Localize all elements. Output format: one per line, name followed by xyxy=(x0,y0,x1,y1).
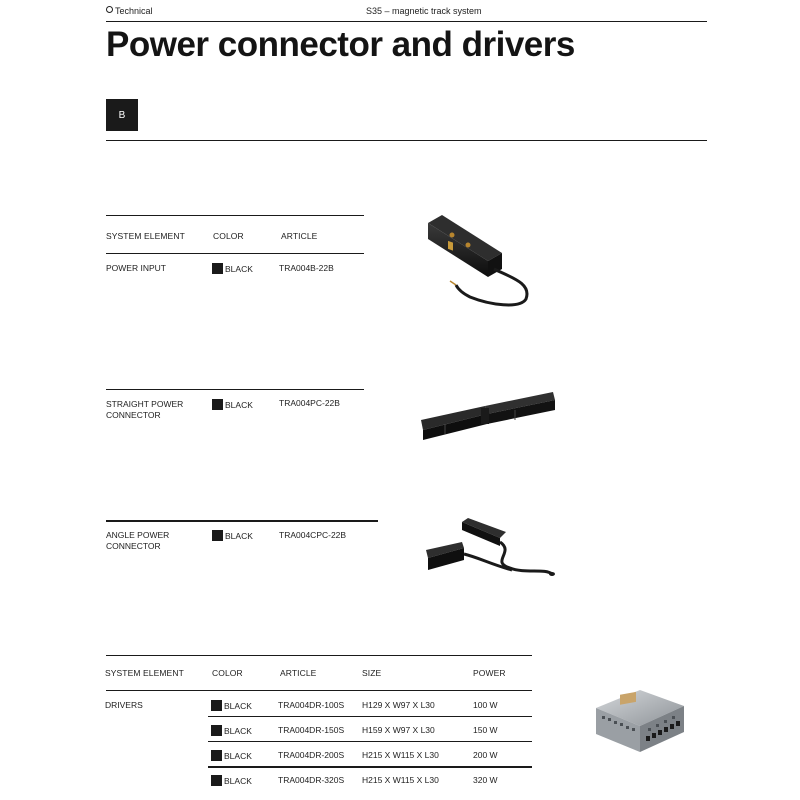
straight-connector-image xyxy=(415,390,560,445)
table1-col-color: COLOR xyxy=(213,231,244,241)
black-swatch xyxy=(212,263,223,274)
table1-row2-element: STRAIGHT POWER CONNECTOR xyxy=(106,399,184,420)
table2-row3-color: BLACK xyxy=(211,750,252,762)
table2-top-rule xyxy=(106,655,532,656)
table1-row1-element: POWER INPUT xyxy=(106,263,166,273)
table2-col-color: COLOR xyxy=(212,668,243,678)
table2-row1-rule xyxy=(208,716,532,717)
table2-row4-size: H215 X W115 X L30 xyxy=(362,775,439,785)
page-title: Power connector and drivers xyxy=(106,25,575,64)
black-swatch xyxy=(212,530,223,541)
black-swatch xyxy=(211,725,222,736)
table2-row1-color: BLACK xyxy=(211,700,252,712)
header-divider xyxy=(106,21,707,22)
table1-row1-color: BLACK xyxy=(212,263,253,275)
table1-row3-article: TRA004CPC-22B xyxy=(279,530,347,540)
header-section xyxy=(106,6,153,16)
table2-col-size: SIZE xyxy=(362,668,382,678)
table2-row4-power: 320 W xyxy=(473,775,498,785)
table2-row4-article: TRA004DR-320S xyxy=(278,775,345,785)
black-swatch xyxy=(211,750,222,761)
table1-row1-article: TRA004B-22B xyxy=(279,263,334,273)
table2-element: DRIVERS xyxy=(105,700,143,710)
table2-row1-size: H129 X W97 X L30 xyxy=(362,700,435,710)
header-section-label: Technical xyxy=(115,6,153,16)
table1-header-rule xyxy=(106,253,364,254)
table1-row3-rule xyxy=(106,520,378,522)
table2-col-article: ARTICLE xyxy=(280,668,317,678)
header-system: S35 – magnetic track system xyxy=(366,6,482,16)
power-input-image xyxy=(410,205,540,315)
table2-row1-power: 100 W xyxy=(473,700,498,710)
circle-bullet-icon xyxy=(106,6,113,13)
table2-row2-article: TRA004DR-150S xyxy=(278,725,345,735)
table1-col-element: SYSTEM ELEMENT xyxy=(106,231,185,241)
black-swatch xyxy=(212,399,223,410)
table2-row3-size: H215 X W115 X L30 xyxy=(362,750,439,760)
table2-row2-power: 150 W xyxy=(473,725,498,735)
angle-connector-image xyxy=(420,512,560,582)
table2-row1-article: TRA004DR-100S xyxy=(278,700,345,710)
table2-row3-rule xyxy=(208,766,532,768)
table1-row2-rule xyxy=(106,389,364,390)
table2-row2-color: BLACK xyxy=(211,725,252,737)
driver-image xyxy=(590,686,690,756)
black-swatch xyxy=(211,775,222,786)
table2-header-rule xyxy=(106,690,532,691)
table2-col-power: POWER xyxy=(473,668,506,678)
black-swatch xyxy=(211,700,222,711)
table1-row2-article: TRA004PC-22B xyxy=(279,398,340,408)
table1-col-article: ARTICLE xyxy=(281,231,318,241)
section-divider xyxy=(106,140,707,141)
table2-row2-size: H159 X W97 X L30 xyxy=(362,725,435,735)
section-badge: B xyxy=(106,99,138,131)
table1-top-rule xyxy=(106,215,364,216)
table2-row3-article: TRA004DR-200S xyxy=(278,750,345,760)
table2-row4-color: BLACK xyxy=(211,775,252,787)
table2-row2-rule xyxy=(208,741,532,742)
table2-col-element: SYSTEM ELEMENT xyxy=(105,668,184,678)
table2-row3-power: 200 W xyxy=(473,750,498,760)
table1-row3-element: ANGLE POWER CONNECTOR xyxy=(106,530,170,551)
table1-row2-color: BLACK xyxy=(212,399,253,411)
table1-row3-color: BLACK xyxy=(212,530,253,542)
